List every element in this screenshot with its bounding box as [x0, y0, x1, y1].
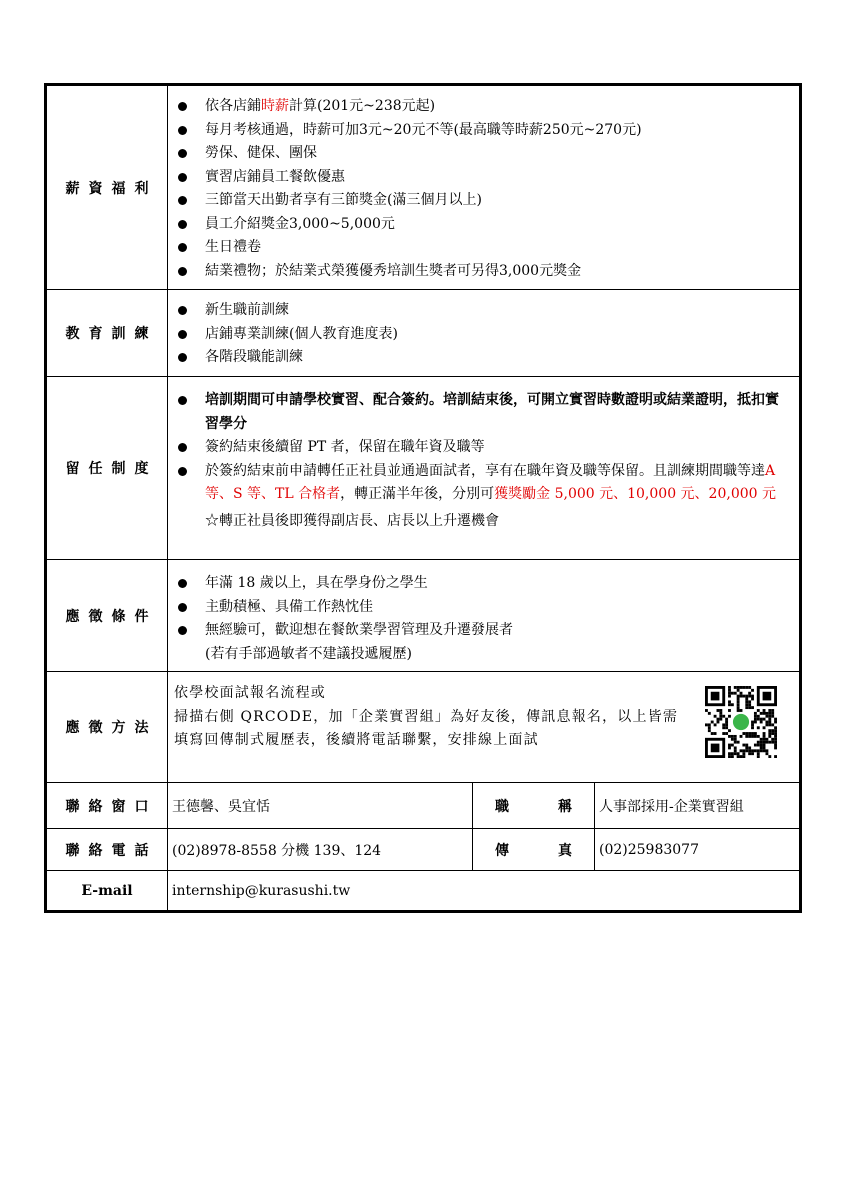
- qr-module: [754, 735, 757, 738]
- qr-module: [774, 755, 777, 758]
- qr-module: [711, 721, 714, 724]
- qr-module: [731, 752, 734, 755]
- qr-module: [768, 741, 771, 744]
- fax-label-b: 真: [558, 842, 572, 859]
- qr-module: [719, 712, 722, 715]
- qr-module: [745, 749, 748, 752]
- qr-module: [722, 732, 725, 735]
- requirements-note: (若有手部過敏者不建議投遞履歷): [205, 645, 412, 662]
- email-value[interactable]: internship@kurasushi.tw: [172, 882, 351, 899]
- qr-module: [774, 729, 777, 732]
- qr-module: [748, 703, 751, 706]
- qr-module: [725, 721, 728, 724]
- qr-module: [748, 700, 751, 703]
- qr-module: [745, 744, 748, 747]
- qr-module: [728, 735, 731, 738]
- qr-module: [774, 721, 777, 724]
- qr-module: [763, 692, 772, 701]
- education-item: 店鋪專業訓練(個人教育進度表): [174, 323, 789, 347]
- qr-module: [768, 723, 771, 726]
- salary-item-text: 每月考核通過，時薪可加3元~20元不等(最高職等時薪250元~270元): [205, 121, 642, 138]
- qr-module: [768, 712, 771, 715]
- qr-module: [725, 732, 728, 735]
- qr-module: [731, 738, 734, 741]
- salary-row: [47, 86, 799, 289]
- qr-module: [768, 729, 771, 732]
- qr-module: [760, 718, 763, 721]
- qr-module: [751, 721, 754, 724]
- qr-module: [731, 744, 734, 747]
- salary-item-text: 生日禮卷: [205, 239, 261, 255]
- qr-module: [705, 723, 708, 726]
- salary-item: [174, 189, 789, 213]
- phone-value[interactable]: (02)8978-8558 分機 139、124: [172, 842, 382, 859]
- qr-module: [757, 726, 760, 729]
- qr-module: [737, 741, 740, 744]
- qr-module: [765, 749, 768, 752]
- qr-module: [728, 744, 731, 747]
- contact-label: 聯絡窗口: [47, 783, 168, 828]
- qr-module: [734, 686, 737, 689]
- qr-module: [771, 709, 774, 712]
- qr-module: [742, 695, 745, 698]
- qr-module: [763, 709, 766, 712]
- qr-module: [751, 698, 754, 701]
- qr-module: [742, 744, 745, 747]
- qr-module: [711, 692, 720, 701]
- qr-module: [765, 741, 768, 744]
- qr-module: [765, 712, 768, 715]
- retention-item-1: 培訓期間可申請學校實習、配合簽約。培訓結束後，可開立實習時數證明或結業證明，抵扣實習學分: [174, 389, 789, 436]
- qr-module: [748, 746, 751, 749]
- qr-module: [748, 695, 751, 698]
- qr-module: [768, 721, 771, 724]
- email-row: [47, 870, 799, 910]
- qr-module: [751, 735, 754, 738]
- requirements-content: [168, 560, 799, 671]
- qr-module: [774, 746, 777, 749]
- retention-item-3-text-c: ，轉正滿半年後，分別可: [340, 486, 495, 502]
- qr-module: [754, 744, 757, 747]
- qr-module: [745, 735, 748, 738]
- retention-content: [168, 377, 799, 559]
- qr-module: [737, 689, 740, 692]
- qr-module: [760, 741, 763, 744]
- apply-line-1: 依學校面試報名流程或: [174, 685, 326, 701]
- salary-item: [174, 213, 789, 237]
- education-item: 新生職前訓練: [174, 299, 789, 323]
- qr-module: [763, 749, 766, 752]
- qr-module: [737, 700, 740, 703]
- qr-module: [771, 732, 774, 735]
- qr-module: [745, 700, 748, 703]
- qr-module: [748, 692, 751, 695]
- qr-module: [768, 755, 771, 758]
- qr-module: [757, 755, 760, 758]
- contact-value: 王德馨、吳宜恬: [172, 798, 270, 815]
- qr-module: [751, 726, 754, 729]
- apply-row: [47, 671, 799, 782]
- qr-module: [714, 715, 717, 718]
- qr-module: [768, 735, 771, 738]
- qr-module: [708, 712, 711, 715]
- qr-module: [754, 749, 757, 752]
- qr-module: [728, 689, 731, 692]
- qr-module: [728, 746, 731, 749]
- qr-module: [771, 712, 774, 715]
- qr-module: [774, 741, 777, 744]
- salary-label: 薪資福利: [47, 86, 168, 289]
- qr-module: [728, 686, 731, 689]
- qr-module: [731, 703, 734, 706]
- qr-module: [717, 721, 720, 724]
- apply-line-2: 掃描右側 QRCODE，加「企業實習組」為好友後，傳訊息報名，以上皆需填寫回傳制式履歷表，後續將電話聯繫，安排線上面試: [174, 708, 679, 748]
- qr-module: [740, 749, 743, 752]
- salary-item-text: 三節當天出勤者享有三節獎金(滿三個月以上): [205, 192, 482, 208]
- retention-item-3: [174, 460, 789, 507]
- qr-module: [728, 700, 731, 703]
- qr-module: [751, 723, 754, 726]
- fax-label-a: 傳: [495, 842, 509, 859]
- qr-module: [734, 752, 737, 755]
- qr-module: [768, 709, 771, 712]
- qr-module: [754, 718, 757, 721]
- qr-module: [763, 744, 766, 747]
- qr-code-icon: [705, 686, 777, 758]
- qr-module: [737, 695, 740, 698]
- qr-module: [745, 746, 748, 749]
- salary-item-text: 結業禮物；於結業式榮獲優秀培訓生獎者可另得3,000元獎金: [205, 262, 582, 279]
- qr-module: [754, 732, 757, 735]
- apply-text: [174, 682, 689, 776]
- qr-module: [774, 732, 777, 735]
- qr-module: [731, 755, 734, 758]
- qr-module: [734, 741, 737, 744]
- salary-item-text: 依各店鋪: [205, 98, 261, 114]
- retention-item-3-highlight-bonus: 獲獎勵金 5,000 元、10,000 元、20,000 元: [494, 486, 776, 502]
- qr-module: [763, 746, 766, 749]
- qr-module: [757, 718, 760, 721]
- qr-module: [765, 723, 768, 726]
- qr-module: [768, 718, 771, 721]
- salary-item: [174, 142, 789, 166]
- retention-label: 留任制度: [47, 377, 168, 559]
- qr-module: [728, 729, 731, 732]
- apply-label: 應徵方法: [47, 672, 168, 782]
- qr-module: [742, 732, 745, 735]
- qr-module: [745, 706, 748, 709]
- qr-module: [737, 686, 740, 689]
- qr-module: [771, 729, 774, 732]
- qr-module: [760, 721, 763, 724]
- education-label: 教育訓練: [47, 290, 168, 376]
- retention-item-2: 簽約結束後續留 PT 者，保留在職年資及職等: [174, 436, 789, 460]
- qr-module: [757, 744, 760, 747]
- qr-module: [751, 695, 754, 698]
- qr-module: [728, 709, 731, 712]
- requirements-row: [47, 559, 799, 671]
- qr-module: [774, 718, 777, 721]
- qr-module: [768, 715, 771, 718]
- qr-module: [737, 709, 740, 712]
- qr-module: [748, 706, 751, 709]
- education-content: [168, 290, 799, 376]
- retention-note: ☆轉正社員後即獲得副店長、店長以上升遷機會: [205, 512, 499, 529]
- job-info-table: [44, 83, 802, 913]
- title-label: [472, 783, 594, 828]
- qr-module: [763, 732, 766, 735]
- qr-module: [748, 735, 751, 738]
- qr-module: [774, 744, 777, 747]
- qr-module: [763, 712, 766, 715]
- qr-module: [728, 752, 731, 755]
- qr-module: [748, 686, 751, 689]
- qr-module: [742, 686, 745, 689]
- qr-module: [748, 752, 751, 755]
- salary-list: [174, 95, 789, 283]
- qr-module: [719, 718, 722, 721]
- qr-module: [765, 721, 768, 724]
- qr-module: [757, 752, 760, 755]
- qr-module: [708, 723, 711, 726]
- requirements-label: 應徵條件: [47, 560, 168, 671]
- phone-row: [47, 828, 799, 870]
- requirement-item: 主動積極、具備工作熱忱佳: [174, 596, 789, 620]
- education-row: [47, 289, 799, 376]
- qr-module: [717, 718, 720, 721]
- salary-item: [174, 260, 789, 284]
- qr-module: [740, 709, 743, 712]
- education-list: [174, 299, 789, 370]
- qr-module: [760, 744, 763, 747]
- qr-module: [728, 695, 731, 698]
- qr-module: [728, 755, 731, 758]
- salary-item: [174, 236, 789, 260]
- apply-content: [168, 672, 799, 782]
- salary-item: [174, 119, 789, 143]
- requirement-item: 年滿 18 歲以上，具在學身份之學生: [174, 572, 789, 596]
- qr-module: [760, 712, 763, 715]
- qr-module: [725, 726, 728, 729]
- qr-module: [708, 729, 711, 732]
- qr-module: [745, 732, 748, 735]
- qr-module: [768, 732, 771, 735]
- email-label: E-mail: [47, 871, 168, 910]
- qr-module: [737, 698, 740, 701]
- qr-module: [742, 755, 745, 758]
- qr-module: [757, 709, 760, 712]
- salary-item-text-post: 計算(201元~238元起): [289, 98, 436, 114]
- qr-module: [754, 721, 757, 724]
- salary-item-text: 員工介紹獎金3,000~5,000元: [205, 215, 395, 232]
- qr-module: [711, 744, 720, 753]
- qr-module: [740, 686, 743, 689]
- qr-module: [771, 723, 774, 726]
- qr-module: [731, 692, 734, 695]
- qr-module: [711, 732, 714, 735]
- qr-module: [745, 686, 748, 689]
- qr-module: [757, 741, 760, 744]
- qr-module: [722, 723, 725, 726]
- contact-row: [47, 782, 799, 828]
- qr-module: [719, 709, 722, 712]
- salary-item: [174, 95, 789, 119]
- qr-module: [705, 709, 708, 712]
- qr-module: [751, 689, 754, 692]
- salary-content: [168, 86, 799, 289]
- salary-item-text: 勞保、健保、團保: [205, 145, 317, 161]
- fax-label: [472, 829, 594, 870]
- qr-module: [751, 732, 754, 735]
- qr-module: [765, 752, 768, 755]
- education-item: 各階段職能訓練: [174, 346, 789, 370]
- qr-module: [771, 738, 774, 741]
- qr-module: [771, 741, 774, 744]
- qr-module: [737, 755, 740, 758]
- qr-module: [754, 712, 757, 715]
- qr-module: [734, 738, 737, 741]
- salary-item-highlight: 時薪: [261, 98, 289, 114]
- retention-list: [174, 389, 789, 533]
- qr-module: [763, 738, 766, 741]
- phone-label: 聯絡電話: [47, 829, 168, 870]
- qr-module: [760, 749, 763, 752]
- requirement-item: 無經驗可，歡迎想在餐飲業學習管理及升遷發展者: [174, 619, 789, 643]
- qr-module: [740, 695, 743, 698]
- qr-module: [722, 715, 725, 718]
- qr-module: [774, 735, 777, 738]
- qr-module: [728, 703, 731, 706]
- qr-module: [745, 698, 748, 701]
- qr-module: [737, 703, 740, 706]
- qr-module: [737, 706, 740, 709]
- qr-module: [731, 735, 734, 738]
- qr-module: [751, 706, 754, 709]
- qr-module: [754, 715, 757, 718]
- qr-module: [748, 732, 751, 735]
- qr-module: [745, 703, 748, 706]
- salary-item-text: 實習店鋪員工餐飲優惠: [205, 168, 345, 185]
- qr-module: [774, 738, 777, 741]
- title-label-b: 稱: [558, 798, 572, 815]
- qr-module: [765, 715, 768, 718]
- qr-module: [763, 726, 766, 729]
- requirements-list: [174, 572, 789, 643]
- qr-module: [771, 715, 774, 718]
- qr-module: [725, 718, 728, 721]
- fax-value: (02)25983077: [594, 829, 799, 870]
- qr-module: [763, 741, 766, 744]
- qr-module: [742, 752, 745, 755]
- salary-item: [174, 166, 789, 190]
- qr-module: [763, 718, 766, 721]
- qr-module: [728, 715, 731, 718]
- qr-module: [740, 735, 743, 738]
- line-qr-code[interactable]: [705, 686, 777, 758]
- qr-module: [742, 749, 745, 752]
- qr-module: [734, 746, 737, 749]
- qr-module: [734, 735, 737, 738]
- qr-module: [774, 726, 777, 729]
- qr-module: [714, 732, 717, 735]
- qr-module: [760, 738, 763, 741]
- qr-module: [751, 752, 754, 755]
- qr-module: [757, 749, 760, 752]
- qr-module: [757, 735, 760, 738]
- retention-item-3-highlight-grades: A 等、S 等、TL 合格者: [205, 462, 776, 502]
- title-label-a: 職: [495, 798, 509, 815]
- line-logo-icon: [733, 714, 749, 730]
- qr-module: [745, 695, 748, 698]
- qr-module: [763, 735, 766, 738]
- qr-module: [737, 752, 740, 755]
- title-value: 人事部採用-企業實習組: [594, 783, 799, 828]
- qr-module: [717, 709, 720, 712]
- qr-module: [728, 692, 731, 695]
- qr-module: [765, 738, 768, 741]
- retention-item-3-text-a: 於簽約結束前申請轉任正社員並通過面試者，享有在職年資及職等保留。且訓練期間職等達: [205, 462, 765, 479]
- qr-module: [708, 726, 711, 729]
- qr-module: [722, 726, 725, 729]
- qr-module: [734, 692, 737, 695]
- qr-module: [740, 755, 743, 758]
- qr-module: [740, 692, 743, 695]
- qr-module: [725, 723, 728, 726]
- qr-module: [714, 723, 717, 726]
- retention-row: [47, 376, 799, 559]
- qr-module: [734, 749, 737, 752]
- qr-module: [760, 746, 763, 749]
- qr-module: [757, 715, 760, 718]
- qr-module: [719, 715, 722, 718]
- qr-module: [748, 749, 751, 752]
- qr-module: [751, 749, 754, 752]
